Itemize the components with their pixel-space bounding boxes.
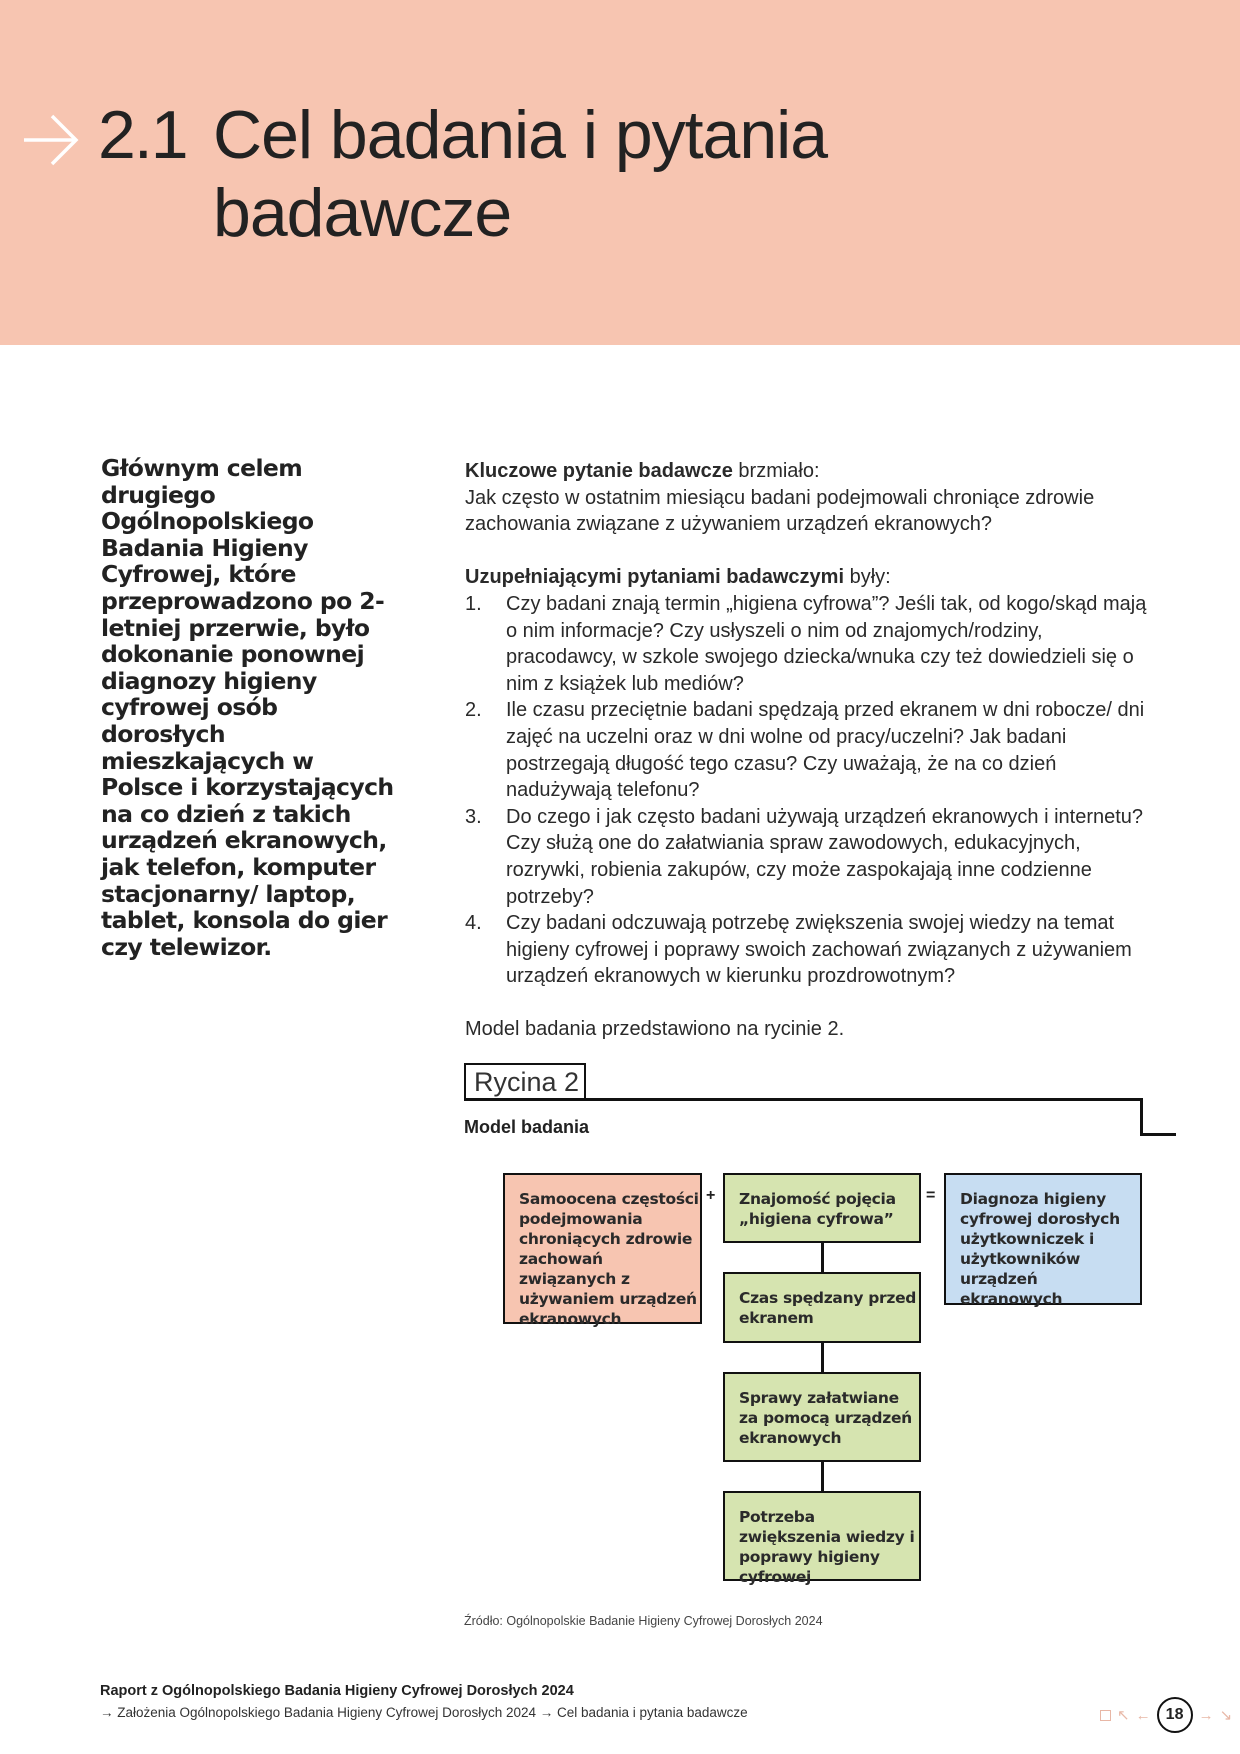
box-diagnosis: Diagnoza higieny cyfrowej dorosłych użytkowniczek i użytkowników urządzeń ekranowych <box>944 1173 1142 1305</box>
connector-line <box>821 1243 824 1273</box>
key-question-heading: Kluczowe pytanie badawcze brzmiało: <box>465 460 820 482</box>
lead-paragraph: Głównym celem drugiego Ogólnopolskiego Badania Higieny Cyfrowej, które przeprowadzono po 2-letniej przerwie, było dokonanie ponownej diagnozy higieny cyfrowej osób dorosłych mieszkających w Polsce i korzystających na co dzień z takich urządzeń ekranowych, jak telefon, komputer stacjonarny/ laptop, tablet, konsola do gier czy telewizor. <box>101 454 394 961</box>
footer-report-title: Raport z Ogólnopolskiego Badania Higieny Cyfrowej Dorosłych 2024 <box>100 1683 574 1699</box>
page-title: Cel badania i pytania badawcze <box>213 97 828 251</box>
list-item: 2. Ile czasu przeciętnie badani spędzają przed ekranem w dni robocze/ dni zajęć na uczelni oraz w dni wolne od pracy/uczelni? Jak badani postrzegają długość tego czasu? Czy uważają, że na co dzień nadużywają telefonu? <box>465 699 1145 802</box>
connector-line <box>821 1343 824 1373</box>
header-band <box>0 0 1240 345</box>
list-item: 4. Czy badani odczuwają potrzebę zwiększenia swojej wiedzy na temat higieny cyfrowej i poprawy swoich zachowań związanych z używaniem urządzeń ekranowych w kierunku prozdrowotnym? <box>465 912 1132 988</box>
equals-operator: = <box>926 1187 936 1204</box>
box-screen-time: Czas spędzany przed ekranem <box>723 1272 921 1343</box>
figure-rule <box>1140 1133 1176 1136</box>
questions-list <box>465 591 1155 990</box>
page-navigation <box>1100 1697 1232 1733</box>
key-question: Jak często w ostatnim miesiącu badani podejmowali chroniące zdrowie zachowania związane z używaniem urządzeń ekranowych? <box>465 486 1095 536</box>
arrow-right-icon[interactable]: → <box>1198 1706 1214 1724</box>
page-number: 18 <box>1157 1697 1193 1733</box>
list-item: 3. Do czego i jak często badani używają urządzeń ekranowych i internetu? Czy służą one do załatwiania spraw zawodowych, edukacyjnych, rozrywki, robienia zakupów, czy może zaspokajają inne codzienne potrzeby? <box>465 805 1144 908</box>
figure-source: Źródło: Ogólnopolskie Badanie Higieny Cyfrowej Dorosłych 2024 <box>464 1614 823 1628</box>
key-question-label: Kluczowe pytanie badawcze <box>465 460 733 482</box>
box-term-knowledge: Znajomość pojęcia „higiena cyfrowa” <box>723 1173 921 1243</box>
plus-operator: + <box>706 1187 716 1204</box>
main-column <box>465 458 1155 1043</box>
box-need-knowledge: Potrzeba zwiększenia wiedzy i poprawy higieny cyfrowej <box>723 1491 921 1581</box>
supplementary-heading: Uzupełniającymi pytaniami badawczymi były: <box>465 566 891 589</box>
arrow-right-icon <box>22 112 80 168</box>
figure-subtitle: Model badania <box>464 1117 590 1137</box>
figure-rule <box>1140 1098 1143 1135</box>
figure-label: Rycina 2 <box>464 1063 586 1099</box>
box-matters-handled: Sprawy załatwiane za pomocą urządzeń ekranowych <box>723 1372 921 1462</box>
list-item: 1. Czy badani znają termin „higiena cyfrowa”? Jeśli tak, od kogo/skąd mają o nim informacje? Czy usłyszeli o nim od znajomych/rodziny, pracodawcy, w szkole swojego dziecka/wnuka czy też dowiedzieli się o nim z książek lub mediów? <box>465 592 1147 695</box>
arrow-left-icon[interactable]: ← <box>1135 1706 1151 1724</box>
connector-line <box>821 1462 824 1492</box>
box-self-assessment: Samoocena częstości podejmowania chroniących zdrowie zachowań związanych z używaniem urządzeń ekranowych <box>503 1173 702 1324</box>
arrow-down-right-icon[interactable]: ↘ <box>1219 1706 1233 1724</box>
figure-rule <box>464 1098 1142 1101</box>
breadcrumb[interactable]: → Założenia Ogólnopolskiego Badania Higieny Cyfrowej Dorosłych 2024 → Cel badania i pytania badawcze <box>100 1705 748 1720</box>
section-number: 2.1 <box>98 97 187 173</box>
model-note: Model badania przedstawiono na rycinie 2. <box>465 1018 845 1041</box>
supplementary-label: Uzupełniającymi pytaniami badawczymi <box>465 566 845 589</box>
square-icon[interactable] <box>1100 1710 1111 1721</box>
arrow-up-left-icon[interactable]: ↖ <box>1117 1706 1130 1724</box>
